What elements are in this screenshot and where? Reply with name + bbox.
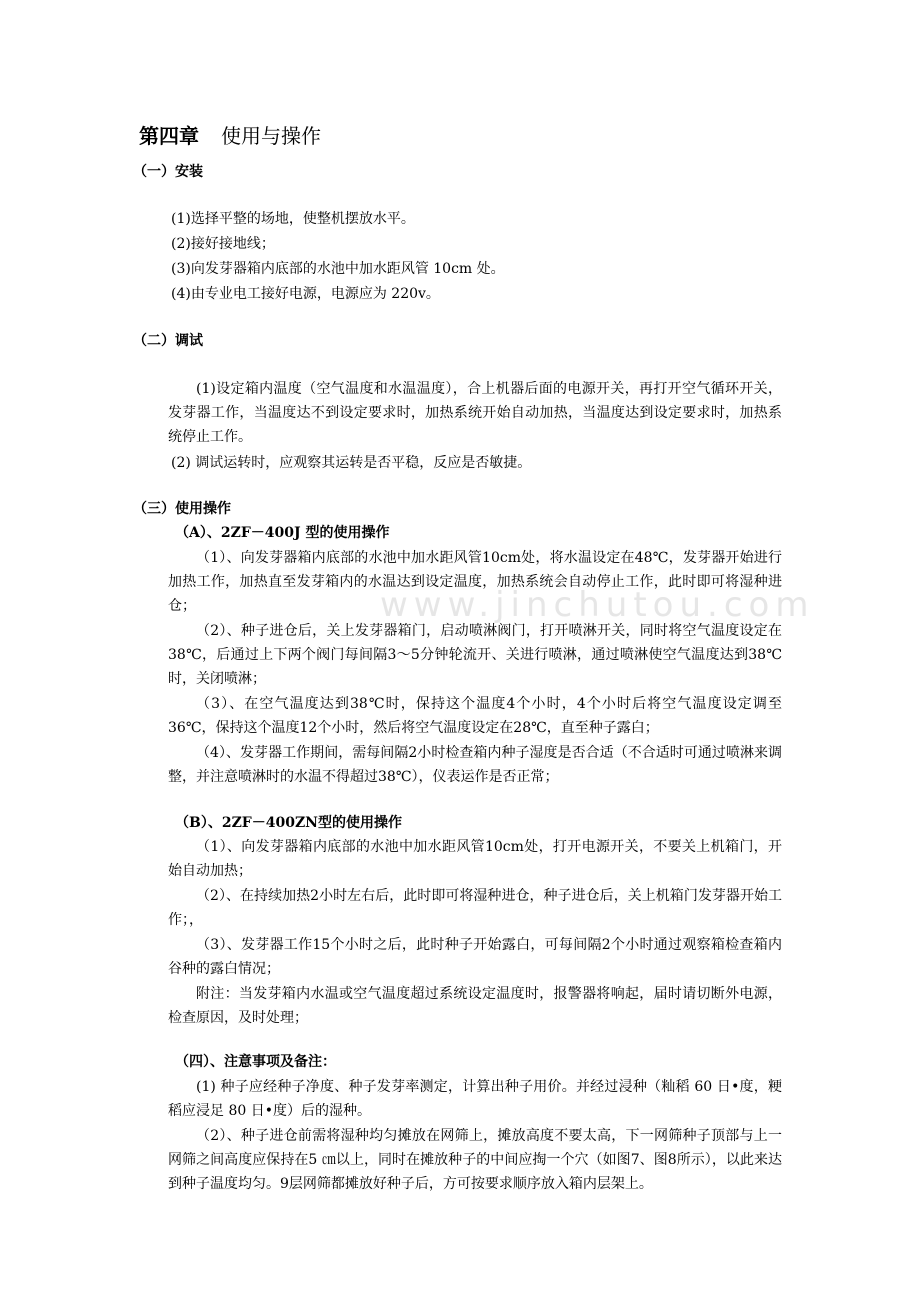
notes-paragraph-2: （2）、种子进仓前需将湿种均匀摊放在网筛上，摊放高度不要太高，下一网筛种子顶部与上一网筛之间高度应保持在5 ㎝以上，同时在摊放种子的中间应掏一个穴（如图7、图8所示），以此来达到种子温度均匀。9层网筛都摊放好种子后，方可按要求顺序放入箱内层架上。 — [168, 1128, 782, 1192]
install-item-4: (4)由专业电工接好电源，电源应为 220v。 — [171, 286, 440, 302]
model-b-step-3: （3）、发芽器工作15个小时之后，此时种子开始露白，可每间隔2个小时通过观察箱检查箱内谷种的露白情况； — [168, 937, 782, 977]
notes-paragraph-1: (1) 种子应经种子净度、种子发芽率测定，计算出种子用价。并经过浸种（籼稻 60 日•度，粳稻应浸足 80 日•度）后的湿种。 — [168, 1079, 782, 1119]
model-a-step-1: （1）、向发芽器箱内底部的水池中加水距风管10cm处，将水温设定在48℃，发芽器开始进行加热工作，加热直至发芽箱内的水温达到设定温度，加热系统会自动停止工作，此时即可将湿种进仓； — [168, 550, 782, 614]
install-item-3: (3)向发芽器箱内底部的水池中加水距风管 10cm 处。 — [171, 261, 505, 277]
chapter-title — [139, 122, 321, 150]
debug-paragraph-1: (1)设定箱内温度（空气温度和水温温度），合上机器后面的电源开关，再打开空气循环开关，发芽器工作，当温度达不到设定要求时，加热系统开始自动加热，当温度达到设定要求时，加热系统停止工作。 — [168, 381, 782, 445]
watermark: www.jinchutou.com — [380, 585, 815, 625]
install-item-2: (2)接好接地线； — [171, 236, 275, 252]
model-a-step-2: （2）、种子进仓后，关上发芽器箱门，启动喷淋阀门，打开喷淋开关，同时将空气温度设定在38℃，后通过上下两个阀门每间隔3～5分钟轮流开、关进行喷淋，通过喷淋使空气温度达到38℃时，关闭喷淋； — [168, 623, 782, 687]
model-b-step-2: （2）、在持续加热2小时左右后，此时即可将湿种进仓，种子进仓后，关上机箱门发芽器开始工作；， — [168, 888, 782, 928]
model-b-heading: （B）、2ZF－400ZN型的使用操作 — [175, 815, 402, 831]
model-a-step-3: （3）、在空气温度达到38℃时，保持这个温度4个小时，4个小时后将空气温度设定调至36℃，保持这个温度12个小时，然后将空气温度设定在28℃，直至种子露白； — [168, 696, 782, 736]
chapter-number: 第四章 — [139, 124, 199, 148]
section-notes-heading: （四）、注意事项及备注： — [175, 1054, 336, 1070]
section-debug-heading: （二）调试 — [133, 333, 203, 349]
section-install-heading: （一）安装 — [133, 164, 203, 180]
section-operation-heading: （三）使用操作 — [133, 501, 231, 517]
model-a-heading: （A）、2ZF－400J 型的使用操作 — [175, 525, 390, 541]
chapter-name: 使用与操作 — [221, 124, 321, 148]
model-b-step-1: （1）、向发芽器箱内底部的水池中加水距风管10cm处，打开电源开关，不要关上机箱门，开始自动加热； — [168, 839, 782, 879]
model-a-step-4: （4）、发芽器工作期间，需每间隔2小时检查箱内种子湿度是否合适（不合适时可通过喷淋来调整，并注意喷淋时的水温不得超过38℃），仪表运作是否正常； — [168, 745, 782, 785]
model-b-note: 附注：当发芽箱内水温或空气温度超过系统设定温度时，报警器将响起，届时请切断外电源，检查原因，及时处理； — [168, 986, 782, 1026]
debug-paragraph-2: (2) 调试运转时，应观察其运转是否平稳，反应是否敏捷。 — [171, 455, 532, 471]
install-item-1: (1)选择平整的场地，使整机摆放水平。 — [171, 211, 415, 227]
